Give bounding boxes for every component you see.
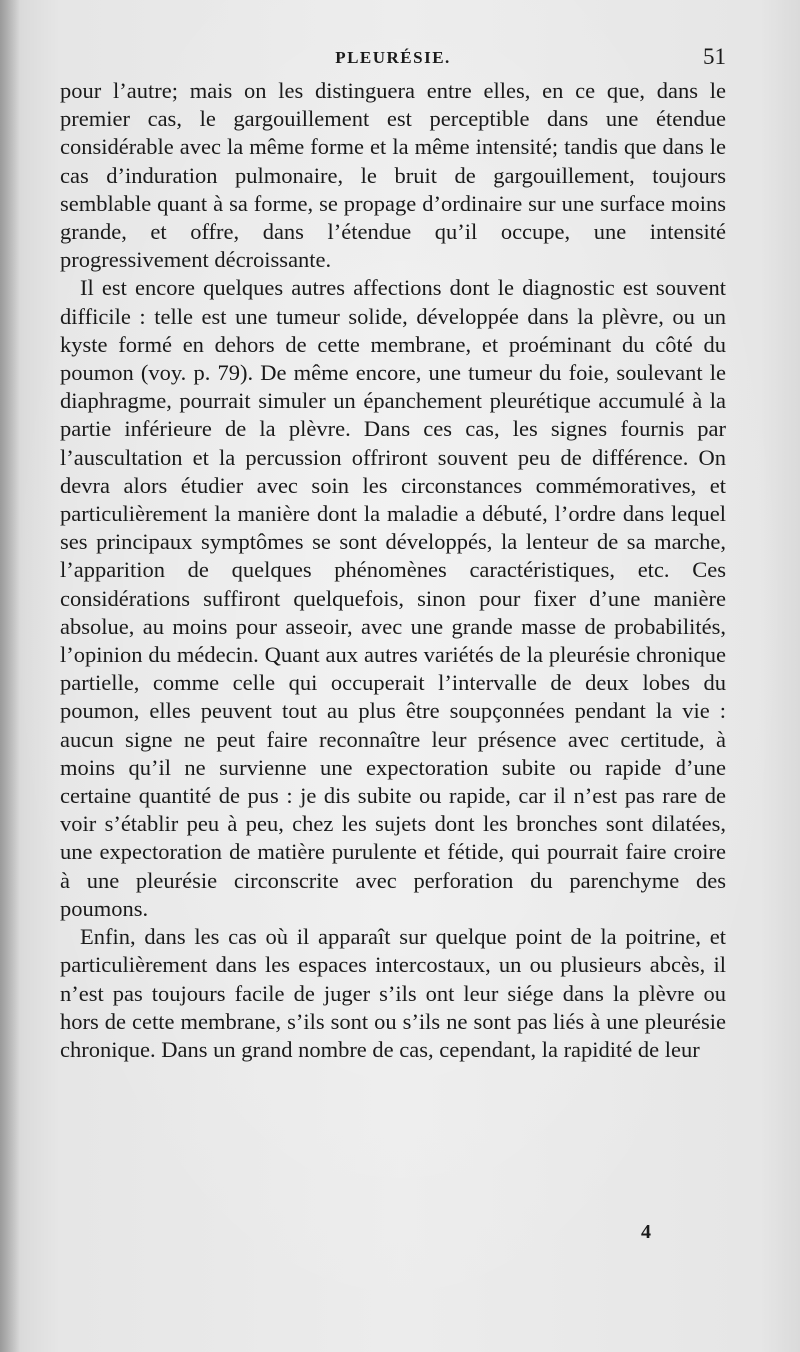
binding-shadow (0, 0, 20, 1352)
body-text (60, 77, 726, 1064)
page-number: 51 (703, 44, 726, 69)
page-header (60, 44, 726, 74)
paragraph-diagnostic: Il est encore quelques autres affections dont le diagnostic est souvent difficile : telle est une tumeur solide, développée dans la plèvre, ou un kyste formé en dehors de cette membrane, et proéminant du côté du poumon (voy. p. 79). De même encore, une tumeur du foie, soulevant le diaphragme, pourrait simuler un épanchement pleurétique accumulé à la partie inférieure de la plèvre. Dans ces cas, les signes fournis par l’auscultation et la percussion offriront souvent peu de différence. On devra alors étudier avec soin les circonstances commémoratives, et particulièrement la manière dont la maladie a débuté, l’ordre dans lequel ses principaux symptômes se sont développés, la lenteur de sa marche, l’apparition de quelques phénomènes caractéristiques, etc. Ces considérations suffiront quelquefois, sinon pour fixer d’une manière absolue, au moins pour asseoir, avec une grande masse de probabilités, l’opinion du médecin. Quant aux autres variétés de la pleurésie chronique partielle, comme celle qui occuperait l’intervalle de deux lobes du poumon, elles peuvent tout au plus être soupçonnées pendant la vie : aucun signe ne peut faire reconnaître leur présence avec certitude, à moins qu’il ne survienne une expectoration subite ou rapide d’une certaine quantité de pus : je dis subite ou rapide, car il n’est pas rare de voir s’établir peu à peu, chez les sujets dont les bronches sont dilatées, une expectoration de matière purulente et fétide, qui pourrait faire croire à une pleurésie circonscrite avec perforation du parenchyme des poumons. (60, 275, 726, 921)
paragraph-abces: Enfin, dans les cas où il apparaît sur quelque point de la poitrine, et particulièrement dans les espaces intercostaux, un ou plusieurs abcès, il n’est pas toujours facile de juger s’ils ont leur siége dans la plèvre ou hors de cette membrane, s’ils sont ou s’ils ne sont pas liés à une pleurésie chronique. Dans un grand nombre de cas, cependant, la rapidité de leur (60, 924, 726, 1062)
running-title: PLEURÉSIE. (335, 48, 451, 67)
paragraph-continuation: pour l’autre; mais on les distinguera entre elles, en ce que, dans le premier cas, le gargouillement est perceptible dans une étendue considérable avec la même forme et la même intensité; tandis que dans le cas d’induration pulmonaire, le bruit de gargouillement, toujours semblable quant à sa forme, se propage d’ordinaire sur une surface moins grande, et offre, dans l’étendue qu’il occupe, une intensité progressivement décroissante. (60, 78, 726, 273)
signature-mark: 4 (641, 1221, 651, 1243)
